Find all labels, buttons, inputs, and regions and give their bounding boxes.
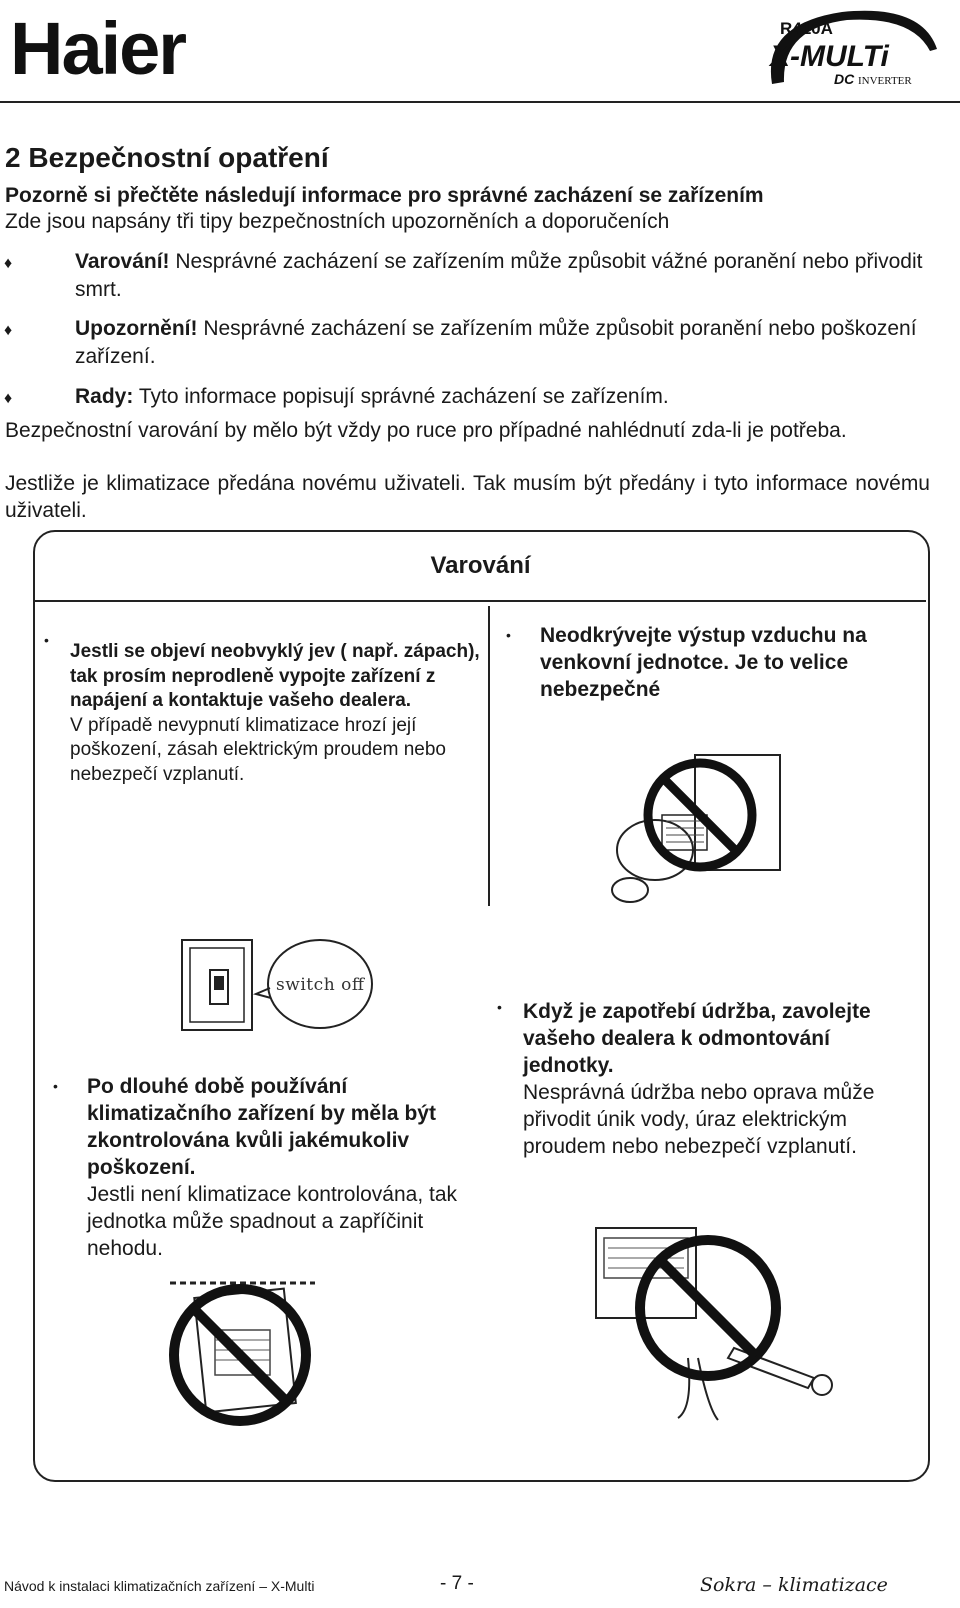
footer-company: Sokra – klimatizace — [700, 1574, 888, 1596]
warning-cell-maintenance — [497, 998, 903, 1160]
cell-text: V případě nevypnutí klimatizace hrozí její poškození, zásah elektrickým proudem nebo nebezpečí vzplanutí. — [70, 714, 446, 785]
diamond-bullet-icon: ♦ — [4, 255, 13, 272]
bullet-label: Rady: — [75, 385, 134, 408]
badge-refrigerant: R410A — [780, 19, 833, 38]
paragraph-keep-handy: Bezpečnostní varování by mělo být vždy po ruce pro případné nahlédnutí zda-li je potřeba. — [5, 419, 847, 442]
badge-inverter: INVERTER — [858, 75, 912, 87]
paragraph-new-user: Jestliže je klimatizace předána novému uživateli. Tak musím být předány i tyto informace novému uživateli. — [5, 472, 930, 522]
dot-bullet-icon: • — [44, 632, 49, 648]
warning-cell-abnormal — [44, 632, 480, 787]
covered-outlet-illustration — [600, 735, 790, 910]
prohibited-icon — [174, 1289, 306, 1421]
dot-bullet-icon: • — [506, 627, 511, 643]
haier-logo: Haier — [10, 7, 186, 90]
footer-document-title: Návod k instalaci klimatizačních zařízení – X-Multi — [4, 1578, 315, 1594]
bullet-text: Nesprávné zacházení se zařízením může způsobit poranění nebo poškození zařízení. — [75, 317, 917, 368]
xmulti-badge — [752, 4, 942, 99]
cell-text: Nesprávná údržba nebo oprava může přivodit únik vody, úraz elektrickým proudem nebo nebezpečí vzplanutí. — [523, 1081, 875, 1158]
dot-bullet-icon: • — [53, 1078, 58, 1094]
falling-unit-illustration — [160, 1275, 320, 1435]
page-number: - 7 - — [440, 1573, 474, 1594]
warning-divider — [35, 600, 926, 602]
prohibited-icon — [640, 1240, 776, 1376]
section-title: 2 Bezpečnostní opatření — [5, 142, 329, 173]
lead-bold: Pozorně si přečtěte následují informace pro správné zacházení se zařízením — [5, 184, 764, 207]
warning-cell-air-outlet — [506, 622, 920, 703]
cell-bold: Neodkrývejte výstup vzduchu na venkovní jednotce. Je to velice nebezpečné — [540, 624, 867, 701]
column-divider — [488, 606, 490, 906]
bullet-tips — [0, 383, 950, 411]
diamond-bullet-icon: ♦ — [4, 390, 13, 407]
bullet-label: Upozornění! — [75, 317, 198, 340]
badge-dc: DC — [834, 71, 855, 87]
cell-text: Jestli není klimatizace kontrolována, tak jednotka může spadnout a zapříčinit nehodu. — [87, 1183, 458, 1260]
bullet-label: Varování! — [75, 250, 170, 273]
cell-bold: Po dlouhé době používání klimatizačního zařízení by měla být zkontrolována kvůli jakémukoliv poškození. — [87, 1075, 436, 1179]
bullet-text: Tyto informace popisují správné zacházení se zařízením. — [133, 385, 669, 408]
cell-bold: Jestli se objeví neobvyklý jev ( např. zápach), tak prosím neprodleně vypojte zařízení z napájení a kontaktuje vašeho dealera. — [70, 641, 480, 711]
badge-product: X-MULTi — [770, 40, 889, 73]
switch-off-label: switch off — [276, 975, 364, 995]
bullet-text: Nesprávné zacházení se zařízením může způsobit vážné poranění nebo přivodit smrt. — [75, 250, 923, 301]
bullet-warning — [0, 248, 950, 304]
lead-text: Zde jsou napsány tři tipy bezpečnostních upozorněních a doporučeních — [5, 210, 670, 233]
diamond-bullet-icon: ♦ — [4, 322, 13, 339]
bullet-caution — [0, 315, 950, 371]
switch-off-illustration — [170, 928, 375, 1043]
warning-cell-inspection — [53, 1073, 467, 1262]
dot-bullet-icon: • — [497, 999, 502, 1015]
cell-bold: Když je zapotřebí údržba, zavolejte vašeho dealera k odmontování jednotky. — [523, 1000, 871, 1077]
self-maintenance-illustration — [578, 1208, 838, 1428]
header-rule — [0, 101, 960, 103]
warning-title: Varování — [430, 552, 531, 579]
